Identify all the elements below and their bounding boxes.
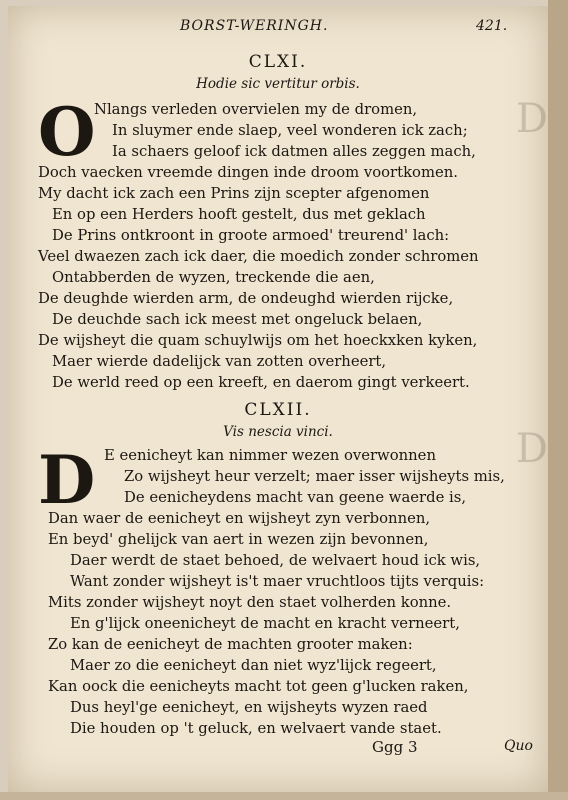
section-motto-clxii: Vis nescia vinci. [223,424,333,440]
poem-line: Maer wierde dadelijck van zotten overheert, [52,353,387,370]
catchword: Quo [504,738,533,754]
poem-line: De deughde wierden arm, de ondeughd wierden rijcke, [38,290,454,307]
poem-line: Mits zonder wijsheyt noyt den staet volherden konne. [48,594,452,611]
poem-line: En g'lijck oneenicheyt de macht en kracht verneert, [70,615,460,632]
poem-line: De wijsheyt die quam schuylwijs om het hoeckxken kyken, [38,332,478,349]
poem-line: Ia schaers geloof ick datmen alles zeggen mach, [112,143,476,160]
poem-line: De eenicheydens macht van geene waerde is, [124,489,467,506]
section-motto-clxi: Hodie sic vertitur orbis. [196,76,360,92]
poem-line: Zo kan de eenicheyt de machten grooter maken: [48,636,413,653]
poem-line: Dus heyl'ge eenicheyt, en wijsheyts wyzen raed [70,699,428,716]
poem-line: De deuchde sach ick meest met ongeluck belaen, [52,311,423,328]
poem-line: Dan waer de eenicheyt en wijsheyt zyn verbonnen, [48,510,431,527]
poem-line: Ontabberden de wyzen, treckende die aen, [52,269,375,286]
poem-line: Veel dwaezen zach ick daer, die moedich zonder schromen [38,248,479,265]
poem-line: Doch vaecken vreemde dingen inde droom voortkomen. [38,164,458,181]
poem-line: My dacht ick zach een Prins zijn scepter afgenomen [38,185,430,202]
book-edge [548,0,568,800]
drop-cap-d: D [38,441,96,519]
poem-line: De werld reed op een kreeft, en daerom gingt verkeert. [52,374,470,391]
running-head: BORST-WERINGH. [180,18,329,34]
poem-line: En beyd' ghelijck van aert in wezen zijn bevonnen, [48,531,429,548]
poem-line: Nlangs verleden overvielen my de dromen, [94,101,418,118]
poem-line: Kan oock die eenicheyts macht tot geen g'lucken raken, [48,678,469,695]
bleed-through-text: D D [515,96,548,472]
drop-cap-o: O [38,93,96,171]
signature-mark: Ggg 3 [372,738,418,756]
section-number-clxi: CLXI. [248,52,308,72]
poem-line: En op een Herders hooft gestelt, dus met geklach [52,206,426,223]
poem-line: In sluymer ende slaep, veel wonderen ick zach; [112,122,468,139]
poem-line: Maer zo die eenicheyt dan niet wyz'lijck regeert, [70,657,437,674]
page-header [8,18,548,40]
page-number: 421. [476,18,508,34]
poem-line: Zo wijsheyt heur verzelt; maer isser wijsheyts mis, [124,468,505,485]
book-bottom-edge [0,792,568,800]
poem-line: Die houden op 't geluck, en welvaert vande staet. [70,720,442,737]
section-number-clxii: CLXII. [244,400,312,420]
poem-line: De Prins ontkroont in groote armoed' treurend' lach: [52,227,450,244]
poem-line: E eenicheyt kan nimmer wezen overwonnen [104,447,436,464]
poem-line: Want zonder wijsheyt is't maer vruchtloos tijts verquis: [70,573,485,590]
poem-line: Daer werdt de staet behoed, de welvaert houd ick wis, [70,552,481,569]
book-page [8,6,548,792]
